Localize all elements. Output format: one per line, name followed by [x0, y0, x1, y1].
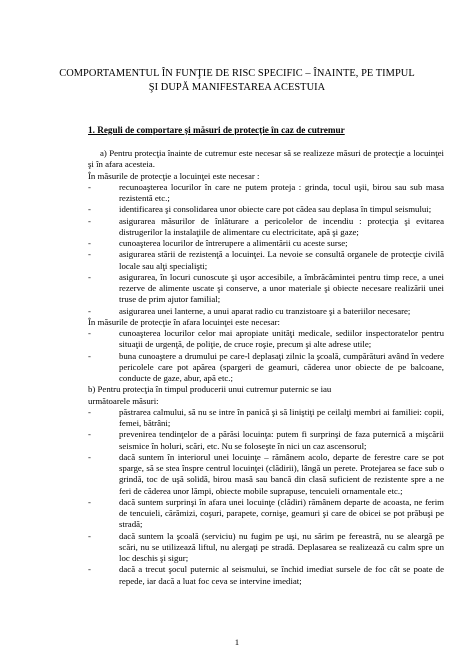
- dash-bullet: -: [88, 328, 91, 338]
- dash-bullet: -: [88, 238, 91, 248]
- title-line-1: COMPORTAMENTUL ÎN FUNŢIE DE RISC SPECIFIC – ÎNAINTE, PE TIMPUL: [59, 68, 415, 79]
- list-item: - asigurarea măsurilor de înlăturare a pericolelor de incendiu : protecţia şi evitarea distrugerilor la instalaţiile de alimentare cu electricitate, apă şi gaze;: [88, 215, 444, 237]
- home-measures-list: [88, 182, 444, 317]
- list-item: - cunoaşterea locurilor celor mai apropiate unităţi medicale, sediilor inspectoratelor pentru situaţii de urgenţă, de poliţie, de cruce roşie, precum şi alte adrese utile;: [88, 328, 444, 350]
- document-title: [40, 67, 434, 95]
- outside-measures-list: [88, 328, 444, 384]
- list-item: - cunoaşterea locurilor de întrerupere a alimentării cu aceste surse;: [88, 238, 348, 248]
- paragraph-b-line-2: următoarele măsuri:: [88, 395, 159, 406]
- dash-bullet: -: [88, 496, 91, 507]
- outside-measures-intro: În măsurile de protecţie în afara locuinţei este necesar:: [88, 316, 280, 327]
- list-item: - recunoaşterea locurilor în care ne putem proteja : grinda, tocul uşii, birou sau sub masa rezistentă etc.;: [88, 181, 444, 203]
- dash-bullet: -: [88, 249, 91, 260]
- dash-bullet: -: [88, 350, 91, 361]
- dash-bullet: -: [88, 215, 91, 226]
- dash-bullet: -: [88, 564, 91, 575]
- list-item: - dacă suntem surprinşi în afara unei locuinţe (clădiri) rămânem departe de acoasta, ne ferim de tencuieli, cărămizi, coşuri, parapete, cornişe, geamuri şi care de obicei se pot prăbuşi pe stradă;: [88, 496, 444, 530]
- dash-bullet: -: [88, 204, 91, 215]
- list-item: - dacă suntem în interiorul unei locuinţe – rămânem acolo, departe de ferestre care se pot sparge, să se stea înspre centrul locuinţei (clădirii), lângă un perete. Protejarea se face sub o grindă, toc de uşă solidă, birou masă sau bancă din clasă suficient de rezistente spre a ne feri de căderea unor lămpi, obiecte mobile suprapuse, tencuieli ornamentale etc.;: [88, 451, 444, 496]
- dash-bullet: -: [88, 429, 91, 440]
- dash-bullet: -: [88, 271, 91, 282]
- dash-bullet: -: [88, 181, 91, 192]
- dash-bullet: -: [88, 451, 91, 462]
- home-measures-intro: În măsurile de protecţie a locuinţei este necesar :: [88, 170, 260, 181]
- page-number: 1: [234, 637, 240, 647]
- list-item: - buna cunoaştere a drumului pe care-l deplasaţi zilnic la şcoală, cumpărături având în vedere pericolele care pot apărea (spargeri de geamuri, căderea unor obiecte de pe balcoane, conducte de gaze, abur, apă etc.;: [88, 350, 444, 383]
- dash-bullet: -: [88, 305, 91, 316]
- section-heading: 1. Reguli de comportare şi măsuri de protecţie în caz de cutremur: [88, 125, 345, 135]
- list-item: - asigurarea, în locuri cunoscute şi uşor accesibile, a îmbrăcămintei pentru timp rece, a unei rezerve de alimente uscate şi conserve, a unor materiale şi obiecte necesare realizării unei truse de prim ajutor familial;: [88, 271, 444, 305]
- list-item: - asigurarea unei lanterne, a unui aparat radio cu tranzistoare şi a bateriilor necesare;: [88, 305, 411, 316]
- during-measures-list: [88, 407, 444, 587]
- paragraph-a: a) Pentru protecţia înainte de cutremur este necesar să se realizeze măsuri de protecţie a locuinţei şi în afara acesteia.: [88, 148, 444, 170]
- list-item: - prevenirea tendinţelor de a părăsi locuinţa: putem fi surprinşi de faza puternică a mişcării seismice în holuri, scări, etc. Nu se foloseşte în nici un caz ascensorul;: [88, 429, 444, 451]
- dash-bullet: -: [88, 406, 91, 417]
- dash-bullet: -: [88, 530, 91, 541]
- list-item: - identificarea şi consolidarea unor obiecte care pot cădea sau deplasa în timpul seismului;: [88, 204, 432, 215]
- title-line-2: ŞI DUPĂ MANIFESTAREA ACESTUIA: [148, 82, 326, 93]
- document-body: [88, 148, 444, 587]
- list-item: - asigurarea stării de rezistenţă a locuinţei. La nevoie se consultă organele de protecţie civilă locale sau alţi specialişti;: [88, 249, 444, 271]
- list-item: - păstrarea calmului, să nu se intre în panică şi să liniştiţi pe ceilalţi membri ai familiei: copii, femei, bătrâni;: [88, 406, 444, 428]
- list-item: - dacă a trecut şocul puternic al seismului, se închid imediat sursele de foc cât se poate de repede, iar dacă a luat foc ceva se intervine imediat;: [88, 564, 444, 586]
- list-item: - dacă suntem la şcoală (serviciu) nu fugim pe uşi, nu sărim pe fereastră, nu se aleargă pe scări, nu se utilizează liftul, nu alergaţi pe stradă. Deplasarea se realizează cu calm spre un loc deschis şi sigur;: [88, 530, 444, 563]
- paragraph-b-line-1: b) Pentru protecţia în timpul producerii unui cutremur puternic se iau: [88, 384, 332, 395]
- paragraph-b: [88, 384, 444, 407]
